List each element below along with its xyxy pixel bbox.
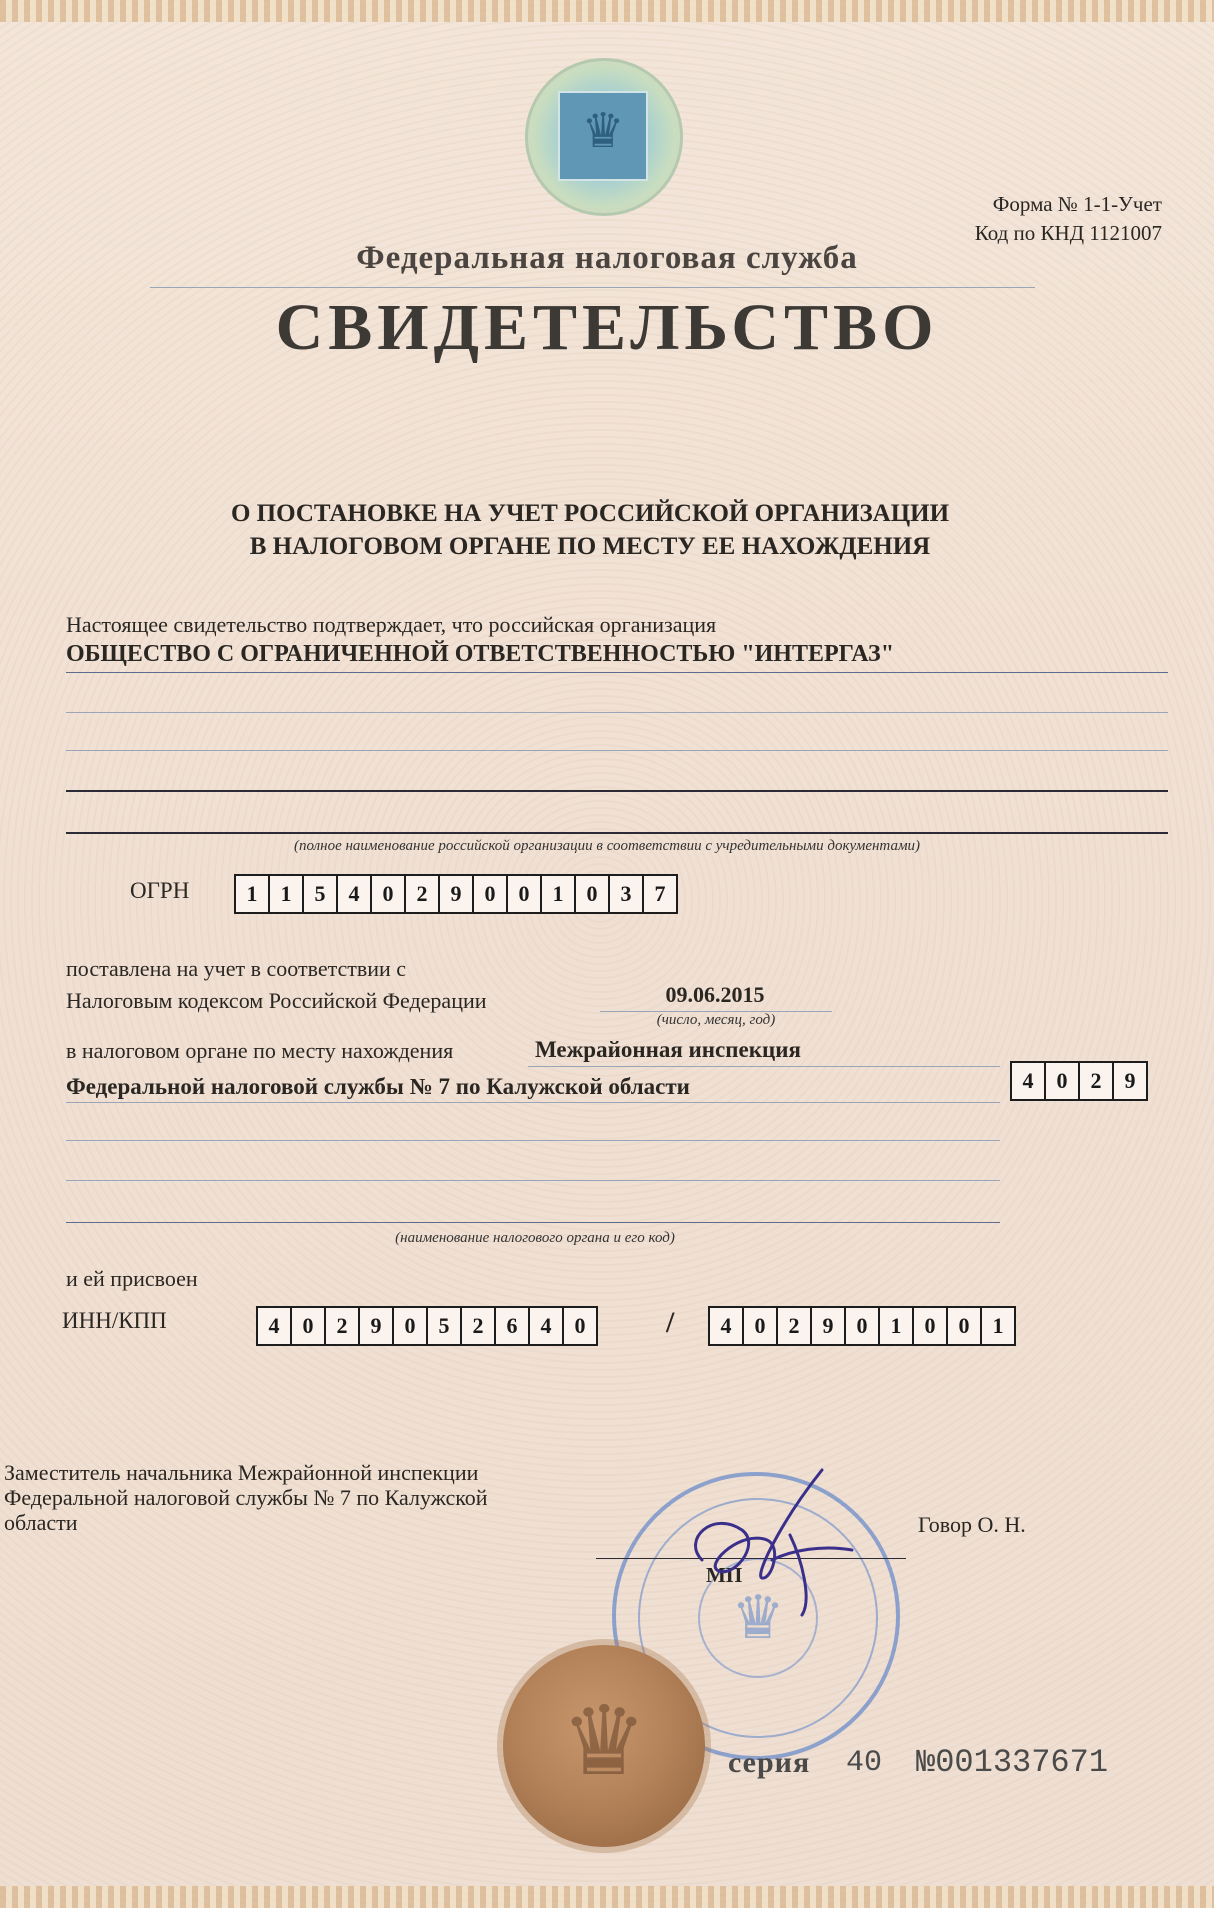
authority-code-digit: 0: [1046, 1063, 1080, 1099]
inn-digit: 0: [574, 1313, 586, 1338]
org-line-5: [66, 832, 1168, 834]
authority-code-digit: 4: [1012, 1063, 1046, 1099]
registration-text-1: поставлена на учет в соответствии с: [66, 956, 407, 981]
ogrn-digit: 7: [654, 881, 666, 906]
organization-caption: (полное наименование российской организации в соответствии с учредительными документами): [293, 838, 921, 854]
authority-line-1: Межрайонная инспекция: [535, 1037, 801, 1062]
ogrn-label: ОГРН: [130, 878, 190, 903]
ogrn-digit: 0: [474, 876, 508, 912]
ogrn-boxes: [234, 874, 678, 914]
authority-line-4: [66, 1180, 1000, 1181]
service-name: Федеральная налоговая служба: [356, 240, 858, 276]
authority-line-2: Федеральной налоговой службы № 7 по Калужской области: [66, 1074, 690, 1099]
signatory-position-3: области: [4, 1510, 78, 1535]
hologram-emblem-icon: [525, 58, 683, 216]
kpp-boxes: [708, 1306, 1016, 1346]
kpp-digit: 0: [948, 1308, 982, 1344]
decorative-border-bottom: [0, 1886, 1214, 1908]
inn-digit: 4: [530, 1308, 564, 1344]
org-line-2: [66, 712, 1168, 713]
authority-line-3: [66, 1140, 1000, 1141]
form-number: Форма № 1-1-Учет: [992, 192, 1162, 216]
seal-eagle-icon: ♛: [560, 1688, 648, 1795]
inn-digit: 0: [292, 1308, 326, 1344]
ogrn-digit: 1: [542, 876, 576, 912]
org-line-3: [66, 750, 1168, 751]
kpp-digit: 0: [846, 1308, 880, 1344]
org-line-1: [66, 672, 1168, 673]
inn-digit: 2: [462, 1308, 496, 1344]
kpp-digit: 0: [744, 1308, 778, 1344]
inn-kpp-separator: /: [666, 1306, 675, 1339]
mp-label: МП: [706, 1563, 743, 1587]
subtitle-line1: О ПОСТАНОВКЕ НА УЧЕТ РОССИЙСКОЙ ОРГАНИЗАЦИИ: [230, 500, 950, 527]
ogrn-digit: 9: [440, 876, 474, 912]
authority-underline-1: [528, 1066, 1000, 1067]
ogrn-digit: 1: [270, 876, 304, 912]
authority-intro: в налоговом органе по месту нахождения: [66, 1038, 454, 1063]
kpp-digit: 4: [710, 1308, 744, 1344]
handwritten-signature-icon: [672, 1450, 892, 1620]
inn-digit: 9: [360, 1308, 394, 1344]
registration-date: 09.06.2015: [665, 982, 765, 1007]
gold-seal: [503, 1645, 705, 1847]
ogrn-digit: 5: [304, 876, 338, 912]
kpp-digit: 2: [778, 1308, 812, 1344]
authority-code-boxes: [1010, 1061, 1148, 1101]
authority-line-5: [66, 1222, 1000, 1223]
decorative-border-top: [0, 0, 1214, 22]
ogrn-digit: 0: [508, 876, 542, 912]
ogrn-digit: 0: [372, 876, 406, 912]
kpp-digit: 0: [914, 1308, 948, 1344]
knd-code: Код по КНД 1121007: [974, 221, 1162, 245]
inn-digit: 2: [326, 1308, 360, 1344]
inn-digit: 4: [258, 1308, 292, 1344]
registration-text-2: Налоговым кодексом Российской Федерации: [66, 988, 487, 1013]
organization-name: ОБЩЕСТВО С ОГРАНИЧЕННОЙ ОТВЕТСТВЕННОСТЬЮ "ИНТЕРГАЗ": [66, 641, 895, 667]
ogrn-digit: 4: [338, 876, 372, 912]
signatory-name: Говор О. Н.: [918, 1512, 1026, 1537]
authority-underline-2: [66, 1102, 1000, 1103]
stamp-eagle-icon: ♛: [698, 1558, 818, 1678]
series-value: 40: [846, 1746, 883, 1780]
authority-caption: (наименование налогового органа и его код): [395, 1230, 675, 1246]
signatory-position-1: Заместитель начальника Межрайонной инспекции: [4, 1460, 479, 1485]
inn-digit: 0: [394, 1308, 428, 1344]
organization-intro: Настоящее свидетельство подтверждает, что российская организация: [66, 612, 717, 637]
authority-code-digit: 9: [1124, 1068, 1136, 1093]
authority-code-digit: 2: [1080, 1063, 1114, 1099]
signatory-position-2: Федеральной налоговой службы № 7 по Калужской: [4, 1485, 488, 1510]
inn-digit: 5: [428, 1308, 462, 1344]
kpp-digit: 1: [880, 1308, 914, 1344]
inn-kpp-label: ИНН/КПП: [62, 1308, 167, 1333]
ogrn-digit: 1: [236, 876, 270, 912]
series-label: серия: [728, 1746, 811, 1779]
double-headed-eagle-icon: ♛: [581, 105, 625, 158]
inn-boxes: [256, 1306, 598, 1346]
kpp-digit: 1: [992, 1313, 1004, 1338]
serial-number: №001337671: [916, 1744, 1109, 1781]
kpp-digit: 9: [812, 1308, 846, 1344]
ogrn-digit: 0: [576, 876, 610, 912]
page-title: СВИДЕТЕЛЬСТВО: [275, 291, 939, 364]
assigned-label: и ей присвоен: [66, 1266, 198, 1291]
ogrn-digit: 2: [406, 876, 440, 912]
subtitle-line2: В НАЛОГОВОМ ОРГАНЕ ПО МЕСТУ ЕЕ НАХОЖДЕНИЯ: [249, 533, 931, 560]
divider: [150, 287, 1035, 288]
ogrn-digit: 3: [610, 876, 644, 912]
inn-digit: 6: [496, 1308, 530, 1344]
org-line-4: [66, 790, 1168, 792]
hologram-inner: [558, 91, 648, 181]
date-caption: (число, месяц, год): [656, 1012, 776, 1028]
